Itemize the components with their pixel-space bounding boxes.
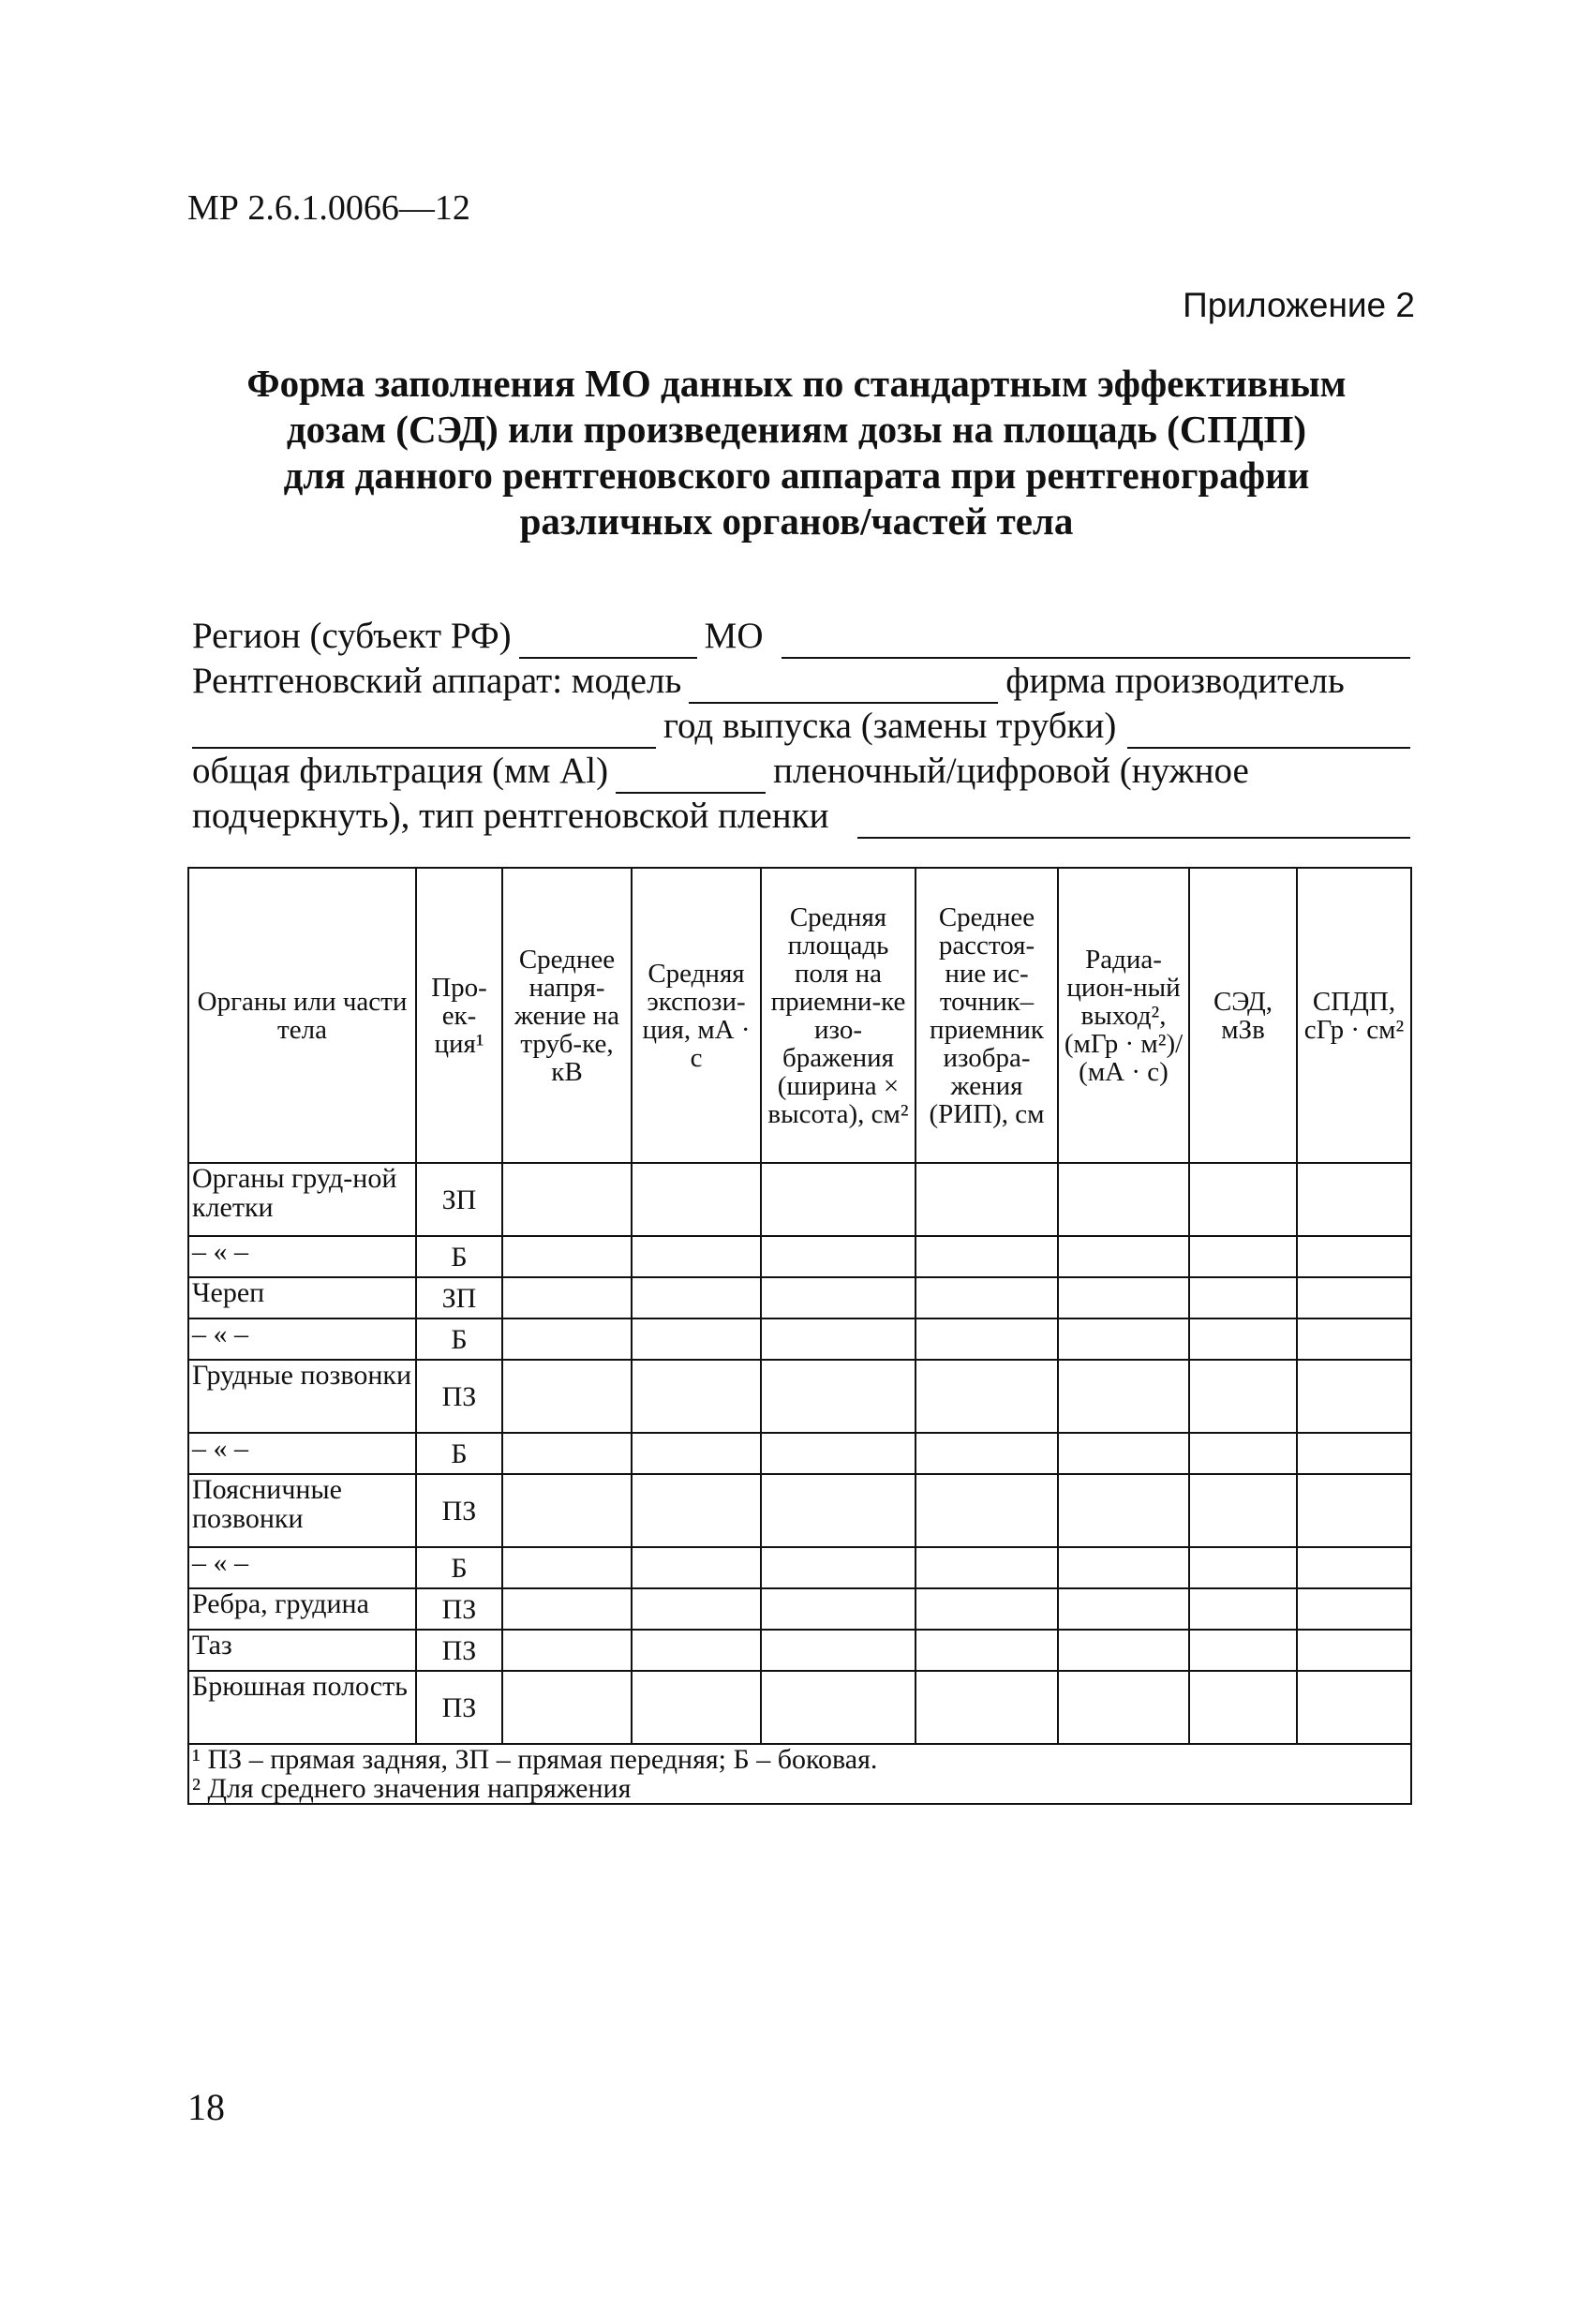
year-label: год выпуска (замены трубки) xyxy=(663,706,1117,746)
empty-cell[interactable] xyxy=(1297,1547,1411,1588)
empty-cell[interactable] xyxy=(502,1588,632,1630)
empty-cell[interactable] xyxy=(1058,1163,1189,1236)
projection-cell: Б xyxy=(416,1433,502,1474)
projection-cell: ПЗ xyxy=(416,1360,502,1433)
filtration-label: общая фильтрация (мм Al) xyxy=(192,751,609,791)
empty-cell[interactable] xyxy=(1189,1588,1297,1630)
organ-cell: Брюшная полость xyxy=(188,1671,416,1744)
table-row xyxy=(188,1630,1411,1671)
projection-cell: ПЗ xyxy=(416,1474,502,1547)
empty-cell[interactable] xyxy=(632,1163,761,1236)
empty-cell[interactable] xyxy=(502,1433,632,1474)
empty-cell[interactable] xyxy=(916,1630,1058,1671)
empty-cell[interactable] xyxy=(1297,1474,1411,1547)
mo-blank[interactable] xyxy=(782,629,1410,659)
region-label: Регион (субъект РФ) xyxy=(192,616,512,656)
filtration-blank[interactable] xyxy=(616,764,766,794)
empty-cell[interactable] xyxy=(1189,1318,1297,1360)
empty-cell[interactable] xyxy=(632,1433,761,1474)
empty-cell[interactable] xyxy=(1058,1318,1189,1360)
organ-cell: Ребра, грудина xyxy=(188,1588,416,1630)
empty-cell[interactable] xyxy=(761,1547,916,1588)
projection-cell: ЗП xyxy=(416,1163,502,1236)
empty-cell[interactable] xyxy=(1058,1360,1189,1433)
table-row xyxy=(188,1433,1411,1474)
table-row xyxy=(188,1547,1411,1588)
empty-cell[interactable] xyxy=(761,1163,916,1236)
empty-cell[interactable] xyxy=(916,1236,1058,1277)
empty-cell[interactable] xyxy=(502,1671,632,1744)
organ-cell: Череп xyxy=(188,1277,416,1318)
empty-cell[interactable] xyxy=(1189,1360,1297,1433)
organ-cell: Органы груд-ной клетки xyxy=(188,1163,416,1236)
empty-cell[interactable] xyxy=(1189,1474,1297,1547)
empty-cell[interactable] xyxy=(502,1318,632,1360)
empty-cell[interactable] xyxy=(916,1360,1058,1433)
empty-cell[interactable] xyxy=(502,1474,632,1547)
empty-cell[interactable] xyxy=(1058,1236,1189,1277)
region-blank[interactable] xyxy=(519,629,697,659)
empty-cell[interactable] xyxy=(916,1474,1058,1547)
empty-cell[interactable] xyxy=(916,1163,1058,1236)
empty-cell[interactable] xyxy=(632,1671,761,1744)
organ-cell: – « – xyxy=(188,1547,416,1588)
empty-cell[interactable] xyxy=(1297,1588,1411,1630)
header-exposure: Средняя экспози-ция, мА · с xyxy=(632,868,761,1163)
empty-cell[interactable] xyxy=(1189,1277,1297,1318)
projection-cell: ЗП xyxy=(416,1277,502,1318)
empty-cell[interactable] xyxy=(916,1277,1058,1318)
organ-cell: – « – xyxy=(188,1318,416,1360)
projection-cell: ПЗ xyxy=(416,1671,502,1744)
header-organ: Органы или части тела xyxy=(188,868,416,1163)
empty-cell[interactable] xyxy=(502,1630,632,1671)
empty-cell[interactable] xyxy=(632,1547,761,1588)
model-blank[interactable] xyxy=(689,674,998,704)
empty-cell[interactable] xyxy=(1189,1630,1297,1671)
film-digital-label: пленочный/цифровой (нужное xyxy=(773,751,1249,791)
empty-cell[interactable] xyxy=(761,1277,916,1318)
manufacturer-blank[interactable] xyxy=(192,719,656,749)
empty-cell[interactable] xyxy=(502,1360,632,1433)
title-line: дозам (СЭД) или произведениям дозы на площадь (СПДП) xyxy=(286,408,1307,451)
empty-cell[interactable] xyxy=(761,1588,916,1630)
table-row xyxy=(188,1318,1411,1360)
empty-cell[interactable] xyxy=(761,1360,916,1433)
empty-cell[interactable] xyxy=(1058,1474,1189,1547)
empty-cell[interactable] xyxy=(1297,1433,1411,1474)
empty-cell[interactable] xyxy=(632,1236,761,1277)
header-field-area: Средняя площадь поля на приемни-ке изо-бражения (ширина × высота), см² xyxy=(761,868,916,1163)
empty-cell[interactable] xyxy=(1058,1433,1189,1474)
empty-cell[interactable] xyxy=(761,1318,916,1360)
empty-cell[interactable] xyxy=(916,1671,1058,1744)
model-label: Рентгеновский аппарат: модель xyxy=(192,661,682,701)
empty-cell[interactable] xyxy=(632,1588,761,1630)
footnote-row xyxy=(188,1744,1411,1804)
empty-cell[interactable] xyxy=(1189,1163,1297,1236)
empty-cell[interactable] xyxy=(1189,1433,1297,1474)
organ-cell: Таз xyxy=(188,1630,416,1671)
empty-cell[interactable] xyxy=(632,1277,761,1318)
title-line: Форма заполнения МО данных по стандартным эффективным xyxy=(246,362,1347,405)
empty-cell[interactable] xyxy=(1297,1236,1411,1277)
empty-cell[interactable] xyxy=(1297,1630,1411,1671)
document-code: МР 2.6.1.0066—12 xyxy=(187,188,470,228)
empty-cell[interactable] xyxy=(916,1588,1058,1630)
empty-cell[interactable] xyxy=(761,1474,916,1547)
empty-cell[interactable] xyxy=(1189,1671,1297,1744)
empty-cell[interactable] xyxy=(1058,1630,1189,1671)
empty-cell[interactable] xyxy=(1058,1547,1189,1588)
projection-cell: Б xyxy=(416,1318,502,1360)
organ-cell: Поясничные позвонки xyxy=(188,1474,416,1547)
footnote-2: ² Для среднего значения напряжения xyxy=(192,1773,632,1804)
page-number: 18 xyxy=(187,2086,225,2128)
film-type-blank[interactable] xyxy=(857,809,1411,839)
appendix-label: Приложение 2 xyxy=(1183,286,1415,324)
year-blank[interactable] xyxy=(1127,719,1410,749)
empty-cell[interactable] xyxy=(502,1163,632,1236)
projection-cell: Б xyxy=(416,1547,502,1588)
empty-cell[interactable] xyxy=(632,1318,761,1360)
organ-cell: – « – xyxy=(188,1433,416,1474)
table-row xyxy=(188,1588,1411,1630)
header-voltage: Среднее напря-жение на труб-ке, кВ xyxy=(502,868,632,1163)
table-row xyxy=(188,1671,1411,1744)
footnotes xyxy=(188,1744,1411,1804)
header-sed: СЭД, мЗв xyxy=(1189,868,1297,1163)
title-line: для данного рентгеновского аппарата при рентгенографии xyxy=(283,454,1310,497)
table-row xyxy=(188,1360,1411,1433)
form-title xyxy=(178,361,1415,544)
empty-cell[interactable] xyxy=(1297,1163,1411,1236)
organ-cell: Грудные позвонки xyxy=(188,1360,416,1433)
empty-cell[interactable] xyxy=(632,1474,761,1547)
empty-cell[interactable] xyxy=(632,1630,761,1671)
empty-cell[interactable] xyxy=(1058,1588,1189,1630)
empty-cell[interactable] xyxy=(1297,1671,1411,1744)
organ-cell: – « – xyxy=(188,1236,416,1277)
empty-cell[interactable] xyxy=(502,1236,632,1277)
empty-cell[interactable] xyxy=(761,1236,916,1277)
empty-cell[interactable] xyxy=(1189,1236,1297,1277)
mo-label: МО xyxy=(704,616,764,656)
form-fields xyxy=(192,614,1410,839)
projection-cell: ПЗ xyxy=(416,1630,502,1671)
empty-cell[interactable] xyxy=(1297,1277,1411,1318)
table-row xyxy=(188,1236,1411,1277)
header-spdp: СПДП, сГр · см² xyxy=(1297,868,1411,1163)
manufacturer-label: фирма производитель xyxy=(1005,661,1345,701)
empty-cell[interactable] xyxy=(916,1433,1058,1474)
empty-cell[interactable] xyxy=(916,1318,1058,1360)
empty-cell[interactable] xyxy=(916,1547,1058,1588)
table-row xyxy=(188,1474,1411,1547)
empty-cell[interactable] xyxy=(1189,1547,1297,1588)
header-distance: Среднее расстоя-ние ис-точник–приемник изобра-жения (РИП), см xyxy=(916,868,1058,1163)
empty-cell[interactable] xyxy=(502,1277,632,1318)
empty-cell[interactable] xyxy=(761,1433,916,1474)
dose-table xyxy=(187,867,1412,1805)
table-header-row xyxy=(188,868,1411,1163)
empty-cell[interactable] xyxy=(761,1671,916,1744)
empty-cell[interactable] xyxy=(761,1630,916,1671)
header-radiation-output: Радиа-цион-ный выход², (мГр · м²)/ (мА · с) xyxy=(1058,868,1189,1163)
header-projection: Про-ек-ция¹ xyxy=(416,868,502,1163)
empty-cell[interactable] xyxy=(1297,1360,1411,1433)
projection-cell: Б xyxy=(416,1236,502,1277)
footnote-1: ¹ ПЗ – прямая задняя, ЗП – прямая передняя; Б – боковая. xyxy=(192,1744,878,1775)
table-row xyxy=(188,1163,1411,1236)
table-row xyxy=(188,1277,1411,1318)
film-type-label: подчеркнуть), тип рентгеновской пленки xyxy=(192,796,829,836)
title-line: различных органов/частей тела xyxy=(519,499,1074,543)
projection-cell: ПЗ xyxy=(416,1588,502,1630)
empty-cell[interactable] xyxy=(1058,1671,1189,1744)
empty-cell[interactable] xyxy=(632,1360,761,1433)
empty-cell[interactable] xyxy=(1058,1277,1189,1318)
empty-cell[interactable] xyxy=(502,1547,632,1588)
empty-cell[interactable] xyxy=(1297,1318,1411,1360)
